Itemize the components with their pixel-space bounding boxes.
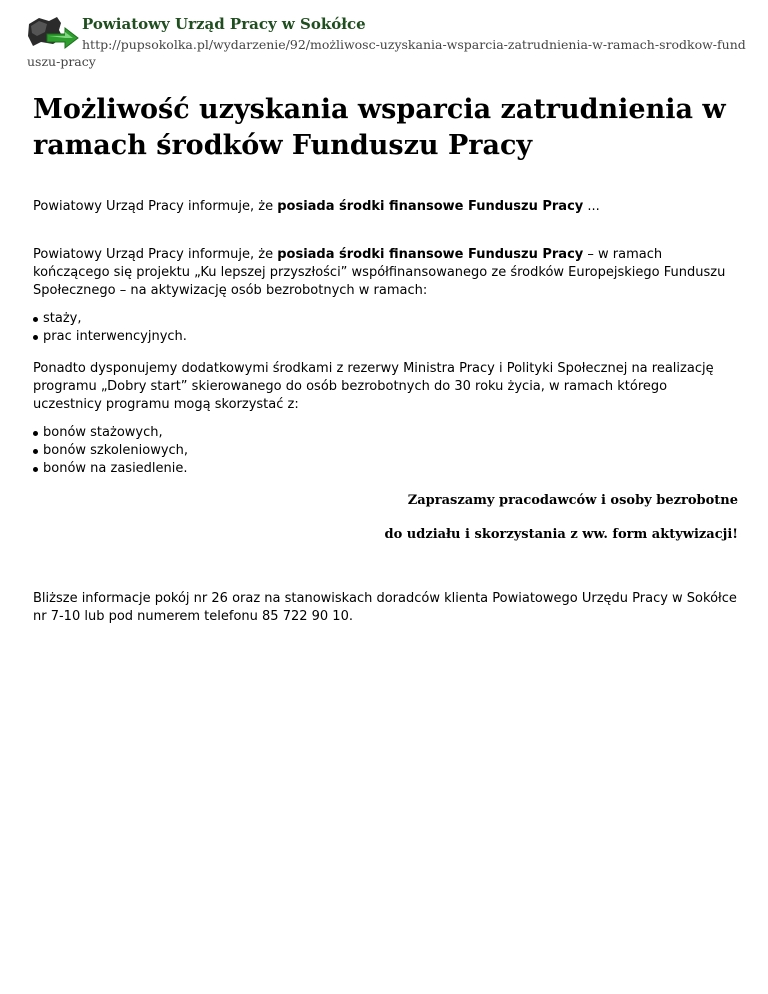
invite-line-1: Zapraszamy pracodawców i osoby bezrobotne — [407, 493, 738, 508]
list-vouchers — [33, 424, 738, 478]
intro-text: Powiatowy Urząd Pracy informuje, że — [33, 199, 278, 214]
intro-bold: posiada środki finansowe Funduszu Pracy — [277, 199, 584, 214]
paragraph-1 — [33, 246, 738, 300]
page-url[interactable]: http://pupsokolka.pl/wydarzenie/92/możliwosc-uzyskania-wsparcia-zatrudnienia-w-ramach-srodkow-funduszu-pracy — [27, 37, 746, 69]
intro-text-end: ... — [583, 199, 600, 214]
paragraph-contact: Bliższe informacje pokój nr 26 oraz na stanowiskach doradców klienta Powiatowego Urzędu Pracy w Sokółce nr 7-10 lub pod numerem telefonu 85 722 90 10. — [33, 591, 737, 624]
invite-line-2: do udziału i skorzystania z ww. form aktywizacji! — [384, 527, 738, 542]
paragraph-1-bold: posiada środki finansowe Funduszu Pracy — [277, 247, 584, 262]
article-intro — [33, 198, 738, 216]
list-item: bonów na zasiedlenie. — [43, 460, 738, 478]
list-item: staży, — [43, 310, 738, 328]
list-activation — [33, 310, 738, 346]
list-item: bonów szkoleniowych, — [43, 442, 738, 460]
paragraph-1-start: Powiatowy Urząd Pracy informuje, że — [33, 247, 278, 262]
article-title: Możliwość uzyskania wsparcia zatrudnienia w ramach środków Funduszu Pracy — [33, 94, 726, 161]
list-item: prac interwencyjnych. — [43, 328, 738, 346]
page-header — [0, 0, 768, 75]
list-item: bonów stażowych, — [43, 424, 738, 442]
paragraph-2: Ponadto dysponujemy dodatkowymi środkami z rezerwy Ministra Pracy i Polityki Społecznej na realizację programu „Dobry start” skierowanego do osób bezrobotnych do 30 roku życia, w ramach którego uczestnicy programu mogą skorzystać z: — [33, 361, 714, 412]
article — [33, 92, 738, 640]
site-title[interactable]: Powiatowy Urząd Pracy w Sokółce — [82, 15, 366, 33]
paragraph-1-end: – w ramach kończącego się projektu „Ku lepszej przyszłości” współfinansowanego ze środków Europejskiego Funduszu Społecznego – na aktywizację osób bezrobotnych w ramach: — [33, 247, 726, 298]
